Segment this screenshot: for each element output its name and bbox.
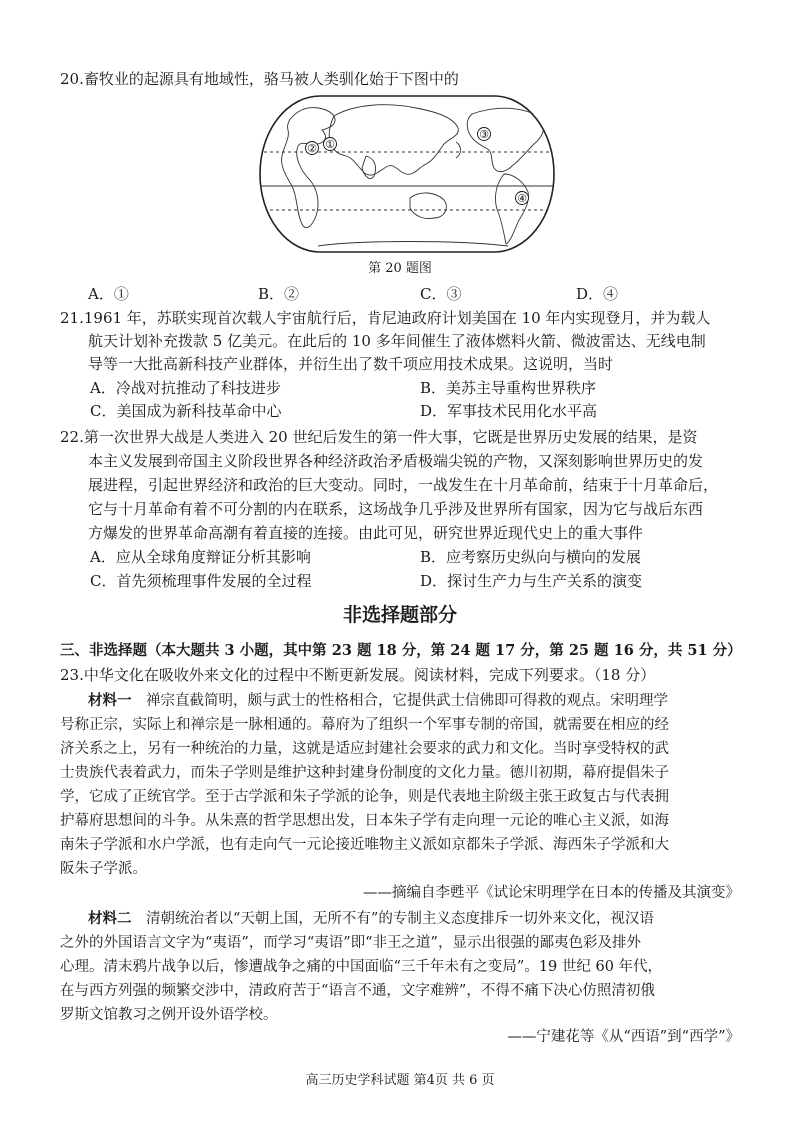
q21-option-a: A．冷战对抗推动了科技进步 — [90, 379, 281, 397]
material-1-label: 材料一 — [88, 692, 132, 709]
section-title: 非选择题部分 — [342, 604, 457, 626]
material-1-line-8: 阪朱子学派。 — [60, 861, 147, 877]
q21-line-3: 导等一大批高新科技产业群体，并衍生出了数千项应用技术成果。这说明，当时 — [88, 355, 614, 373]
q21-option-d: D．军事技术民用化水平高 — [420, 402, 598, 420]
material-1-line-6: 护幕府思想间的斗争。从朱熹的哲学思想出发，日本朱子学有走向理一元论的唯心主义派，如海 — [60, 813, 669, 829]
material-2-source: ——宁建花等《从“西语”到“西学”》 — [507, 1029, 740, 1045]
q22-line-2: 本主义发展到帝国主义阶段世界各种经济政治矛盾极端尖锐的产物，又深刻影响世界历史的发 — [88, 452, 704, 470]
q22-option-b: B．应考察历史纵向与横向的发展 — [420, 548, 642, 566]
material-2-line-3: 心理。清末鸦片战争以后，惨遭战争之痛的中国面临“三千年未有之变局”。19 世纪 60 年代， — [60, 959, 663, 975]
figure-caption: 第 20 题图 — [368, 261, 432, 276]
material-1-line-7: 南朱子学派和水户学派，也有走向气一元论接近唯物主义派如京都朱子学派、海西朱子学派和大 — [60, 837, 669, 853]
q20-option-b: B．② — [258, 285, 300, 303]
world-map-figure — [258, 94, 556, 254]
q22-option-c: C．首先须梳理事件发展的全过程 — [90, 572, 312, 590]
q20-option-a: A．① — [88, 285, 129, 303]
map-marker-2: ② — [307, 142, 317, 155]
material-2-line-1 — [88, 908, 654, 930]
material-1-line-5: 学，它成了正统官学。至于古学派和朱子学派的论争，则是代表地主阶级主张王政复古与代表拥 — [60, 789, 669, 805]
material-1-line-2: 号称正宗，实际上和禅宗是一脉相通的。幕府为了组织一个军事专制的帝国，就需要在相应的经 — [60, 717, 669, 733]
material-2-line-4: 在与西方列强的频繁交涉中，清政府苦于“语言不通，文字难辨”，不得不痛下决心仿照清初俄 — [60, 983, 655, 999]
q20-option-c: C．③ — [420, 285, 462, 303]
material-1-text-1: 禅宗直截简明，颇与武士的性格相合，它提供武士信佛即可得救的观点。宋明理学 — [146, 693, 668, 709]
map-marker-1: ① — [325, 138, 335, 151]
q20-stem: 20.畜牧业的起源具有地域性，骆马被人类驯化始于下图中的 — [60, 70, 459, 88]
map-marker-4: ④ — [517, 192, 527, 205]
map-marker-3: ③ — [479, 128, 489, 141]
material-2-line-5: 罗斯文馆教习之例开设外语学校。 — [60, 1007, 278, 1023]
material-2-text-1: 清朝统治者以“天朝上国，无所不有”的专制主义态度排斥一切外来文化，视汉语 — [146, 911, 654, 927]
q20-option-d: D．④ — [576, 285, 619, 303]
material-1-line-1 — [88, 690, 668, 712]
q22-line-5: 方爆发的世界革命高潮有着直接的连接。由此可见，研究世界近现代史上的重大事件 — [88, 524, 644, 542]
q22-line-3: 展进程，引起世界经济和政治的巨大变动。同时，一战发生在十月革命前，结束于十月革命后， — [88, 476, 719, 494]
q22-option-a: A．应从全球角度辩证分析其影响 — [90, 548, 311, 566]
q21-line-1: 21.1961 年，苏联实现首次载人宇宙航行后，肯尼迪政府计划美国在 10 年内实现登月，并为载人 — [60, 309, 711, 327]
material-1-line-4: 士贵族代表着武力，而朱子学则是维护这种封建身份制度的文化力量。德川初期，幕府提倡朱子 — [60, 765, 669, 781]
material-2-line-2: 之外的外国语言文字为“夷语”，而学习“夷语”即“非王之道”，显示出很强的鄙夷色彩及排外 — [60, 935, 641, 951]
q21-line-2: 航天计划补充拨款 5 亿美元。在此后的 10 多年间催生了液体燃料火箭、微波雷达、无线电制 — [88, 332, 706, 350]
q22-line-4: 它与十月革命有着不可分割的内在联系，这场战争几乎涉及世界所有国家，因为它与战后东西 — [88, 500, 704, 518]
page-footer: 高三历史学科试题 第4页 共 6 页 — [305, 1073, 495, 1088]
material-1-line-3: 济关系之上，另有一种统治的力量，这就是适应封建社会要求的武力和文化。当时享受特权的武 — [60, 741, 669, 757]
material-1-source: ——摘编自李甦平《试论宋明理学在日本的传播及其演变》 — [363, 885, 740, 901]
q23-stem: 23.中华文化在吸收外来文化的过程中不断更新发展。阅读材料，完成下列要求。（18 分） — [60, 666, 656, 684]
section-3-heading: 三、非选择题（本大题共 3 小题，其中第 23 题 18 分，第 24 题 17 分，第 25 题 16 分，共 51 分） — [60, 642, 742, 659]
q21-option-c: C．美国成为新科技革命中心 — [90, 402, 282, 420]
q21-option-b: B．美苏主导重构世界秩序 — [420, 379, 597, 397]
material-2-label: 材料二 — [88, 910, 132, 927]
q22-option-d: D．探讨生产力与生产关系的演变 — [420, 572, 643, 590]
q22-line-1: 22.第一次世界大战是人类进入 20 世纪后发生的第一件大事，它既是世界历史发展的结果，是资 — [60, 428, 698, 446]
